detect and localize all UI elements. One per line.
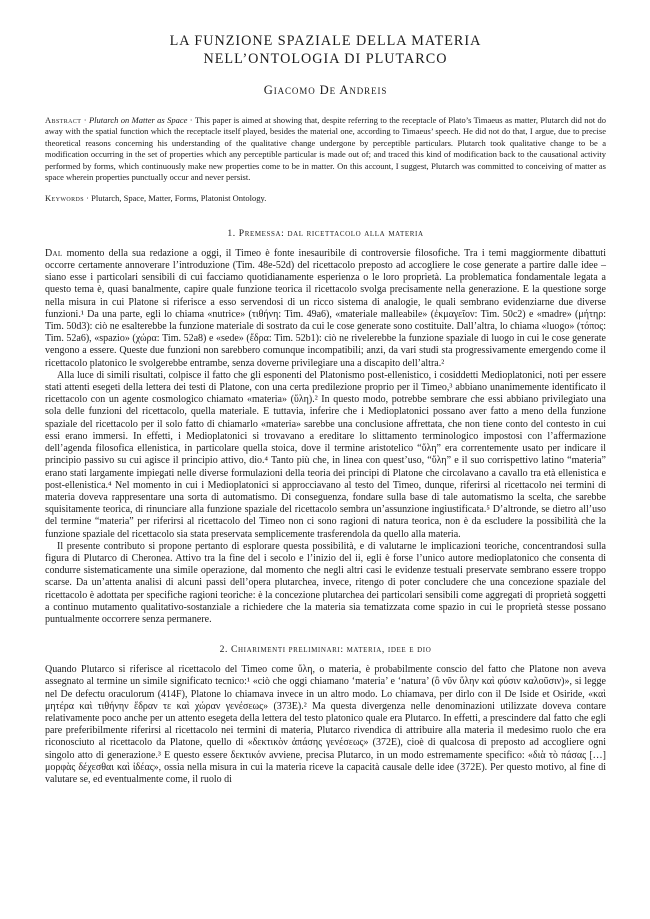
title-line-1: LA FUNZIONE SPAZIALE DELLA MATERIA [169,33,482,49]
section-1-paragraph-2: Alla luce di simili risultati, colpisce il fatto che gli esponenti del Platonismo post-ellenistico, i cosiddetti Medioplatonici, noti per essere stati attenti esegeti della lettera dei testi di Platone, con una certa predilezione proprio per il Timeo,³ abbiano unanimemente identificato il ricettacolo con un agente cosmologico chiamato «materia» (ὕλη).² In questo modo, potrebbe sembrare che essi abbiano privilegiato una sola delle funzioni del ricettacolo, quella materiale. E tuttavia, inferire che i Medioplatonici possano aver fatto a meno della funzione spaziale del ricettacolo per il solo fatto di chiamarlo «materia» sarebbe una conclusione affrettata, che non tiene conto del contesto in cui essi erano immersi. In effetti, i Medioplatonici si trovavano a ereditare lo slittamento terminologico impostosi con l’affermazione dell’agenda filosofica ellenistica, in particolare quella stoica, dove il termine aristotelico “ὕλη” era correntemente usato per indicare il principio passivo su cui agisce il principio attivo, dio.⁴ Tanto più che, in linea con quest’uso, “ὕλη” e il suo corrispettivo latino “materia” erano stati largamente impiegati nelle diverse formulazioni della teoria dei principi di Platone che circolavano a cavallo tra età ellenistica e post-ellenistica.⁴ Nel momento in cui i Medioplatonici si approcciavano al testo del Timeo, dunque, riferirsi al ricettacolo nei termini di materia doveva rappresentare una sorta di automatismo. Di conseguenza, fondare sulla base di tale automatismo la scelta, che sarebbe squisitamente teorica, di rinunciare alla funzione spaziale del ricettacolo sembra un’assunzione ingiustificata.⁵ D’altronde, se dietro all’uso del termine “materia” per riferirsi al ricettacolo del Timeo non ci sono ragioni di natura teorica, non è da escludere la possibilità che la funzione spaziale del ricettacolo sia stata preservata semplicemente trasferendola da quello alla materia. [45,369,606,540]
abstract-label: Abstract [45,115,82,125]
paragraph-text: momento della sua redazione a oggi, il Timeo è fonte inesauribile di controversie filosofiche. Tra i temi maggiormente dibattuti occorre certamente annoverare l’introduzione (Tim. 48e-52d) del ricettacolo preposto ad accogliere le cose generate a partire dalle idee – siano esse i particolari sensibili di cui facciamo quotidianamente esperienza o le loro proprietà. La problematica fondamentale legata a questo tema è, quasi banalmente, capire quale funzione teorica il ricettacolo svolga precisamente nella generazione. E la questione sorge nella misura in cui Platone si riferisce a esso servendosi di un ricco sistema di analogie, le quali sembrano evidenziarne due diverse funzioni.¹ Da una parte, egli lo chiama «nutrice» (τιθήνη: Tim. 49a6), «materiale malleabile» (ἐκμαγεῖον: Tim. 50c2) e «madre» (μήτηρ: Tim. 50d3): ciò ne esalterebbe la funzione materiale di sostrato da cui le cose generate sono costituite. Dall’altra, lo chiama «luogo» (τόπος: Tim. 52a6), «spazio» (χώρα: Tim. 52a8) e «sede» (ἕδρα: Tim. 52b1): ciò ne rivelerebbe la funzione spaziale di luogo in cui le cose generate vengono a essere. Queste due funzioni non sarebbero comunque incompatibili; anzi, da vari studi sta progressivamente emergendo come il ricettacolo platonico le svolgerebbe entrambe, senza doverne privilegiare una a discapito dell’altra.² [45,247,606,369]
dropcap: Dal [45,247,63,259]
section-1-paragraph-3: Il presente contributo si propone pertanto di esplorare questa possibilità, e di valutarne le implicazioni teoriche, concentrandosi sulla figura di Plutarco di Cheronea. Attivo tra la fine del i secolo e l’inizio del ii, egli è forse l’unico autore medioplatonico che consenta di condurre sistematicamente una simile operazione, dal momento che negli altri casi le evidenze testuali preservate sembrano essere troppo scarse. Da un’attenta analisi di alcuni passi dell’opera plutarchea, invece, ritengo di poter concludere che una concezione spaziale del ricettacolo è adottata per specifiche ragioni teoriche: è la concezione plutarchea dei particolari sensibili come aggregati di proprietà soggetti a continuo mutamento qualitativo-sostanziale a richiedere che la materia sia tematizzata come spazio in cui le proprietà stesse possano puntualmente occorrere senza permanere. [45,540,606,625]
title-line-2: NELL’ONTOLOGIA DI PLUTARCO [203,51,448,67]
keywords-label: Keywords [45,193,85,204]
section-2-heading: 2. Chiarimenti preliminari: materia, idee e dio [219,644,432,656]
paper-title [45,32,606,68]
abstract-subtitle: Plutarch on Matter as Space [88,115,188,125]
abstract-text: This paper is aimed at showing that, despite referring to the receptacle of Plato’s Timaeus as matter, Plutarch did not do away with the spatial function which the receptacle itself played, besides the material one, according to Timaeus’ speech. He did not do that, I argue, due to precise theoretical reasons concerning his understanding of the qualitative change undergone by perceptible particulars. Plutarch took qualitative change to be a modification occurring in the set of properties which any perceptible particular is made out of; and traced this kind of modification back to the causational activity performed by forms, which continuously make new properties come to be in matter. On this account, I suggest, Plutarch was committed to conceiving of matter as space wherein properties punctually occur and never persist. [45,115,606,183]
author-name: Giacomo De Andreis [263,83,388,97]
abstract: Abstract · Plutarch on Matter as Space · This paper is aimed at showing that, despite referring to the receptacle of Plato’s Timaeus as matter, Plutarch did not do away with the spatial function which the receptacle itself played, besides the material one, according to Timaeus’ speech. He did not do that, I argue, due to precise theoretical reasons concerning his understanding of the qualitative change undergone by perceptible particulars. Plutarch took qualitative change to be a modification occurring in the set of properties which any perceptible particular is made out of; and traced this kind of modification back to the causational activity performed by forms, which continuously make new properties come to be in matter. On this account, I suggest, Plutarch was committed to conceiving of matter as space wherein properties punctually occur and never persist. [45,115,606,183]
section-1-heading: 1. Premessa: dal ricettacolo alla materia [227,227,424,239]
keywords-text: Plutarch, Space, Matter, Forms, Platonist Ontology. [91,193,267,204]
section-1-paragraph-1 [45,248,606,370]
keywords: Keywords · Plutarch, Space, Matter, Forms, Platonist Ontology. [45,193,267,204]
article-body [45,228,606,786]
section-2-paragraph-1: Quando Plutarco si riferisce al ricettacolo del Timeo come ὕλη, o materia, è probabilmente conscio del fatto che Platone non aveva assegnato al termine un simile significato tecnico:¹ «ciò che oggi chiamano ‘materia’ e ‘natura’ (ὃ νῦν ὕλην καὶ φύσιν καλοῦσιν)», si legge nel De defectu oraculorum (414F), Platone lo chiamava invece in un altro modo. Lo chiamava, per dirlo con il De Iside et Osiride, «καὶ μητέρα καὶ τιθήνην ἕδραν τε καὶ χώραν γενέσεως» (373E).² Ma questa divergenza nelle denominazioni utilizzate doveva contare relativamente poco anche per un attento esegeta della lettera del testo platonico quale era Plutarco. In effetti, a prescindere dal fatto che egli pare preferibilmente riferirsi al ricettacolo nei termini di materia, Plutarco rivendica di attribuire alla materia il medesimo ruolo che era riconosciuto al ricettacolo da Platone, quello di «δεκτικὸν ἁπάσης γενέσεως» (372E), cioè di qualcosa di preposto ad accogliere ogni singolo atto di generazione.³ E questo essere δεκτικόν avviene, precisa Plutarco, in un modo estremamente specifico: «διὰ τὸ πάσας […] μορφὰς δέχεσθαι καὶ ἰδέας», ossia nella misura in cui la materia riceve la capacità causale delle idee (372E). Per questo motivo, al fine di valutare se, ed eventualmente come, il ruolo di [45,664,606,785]
